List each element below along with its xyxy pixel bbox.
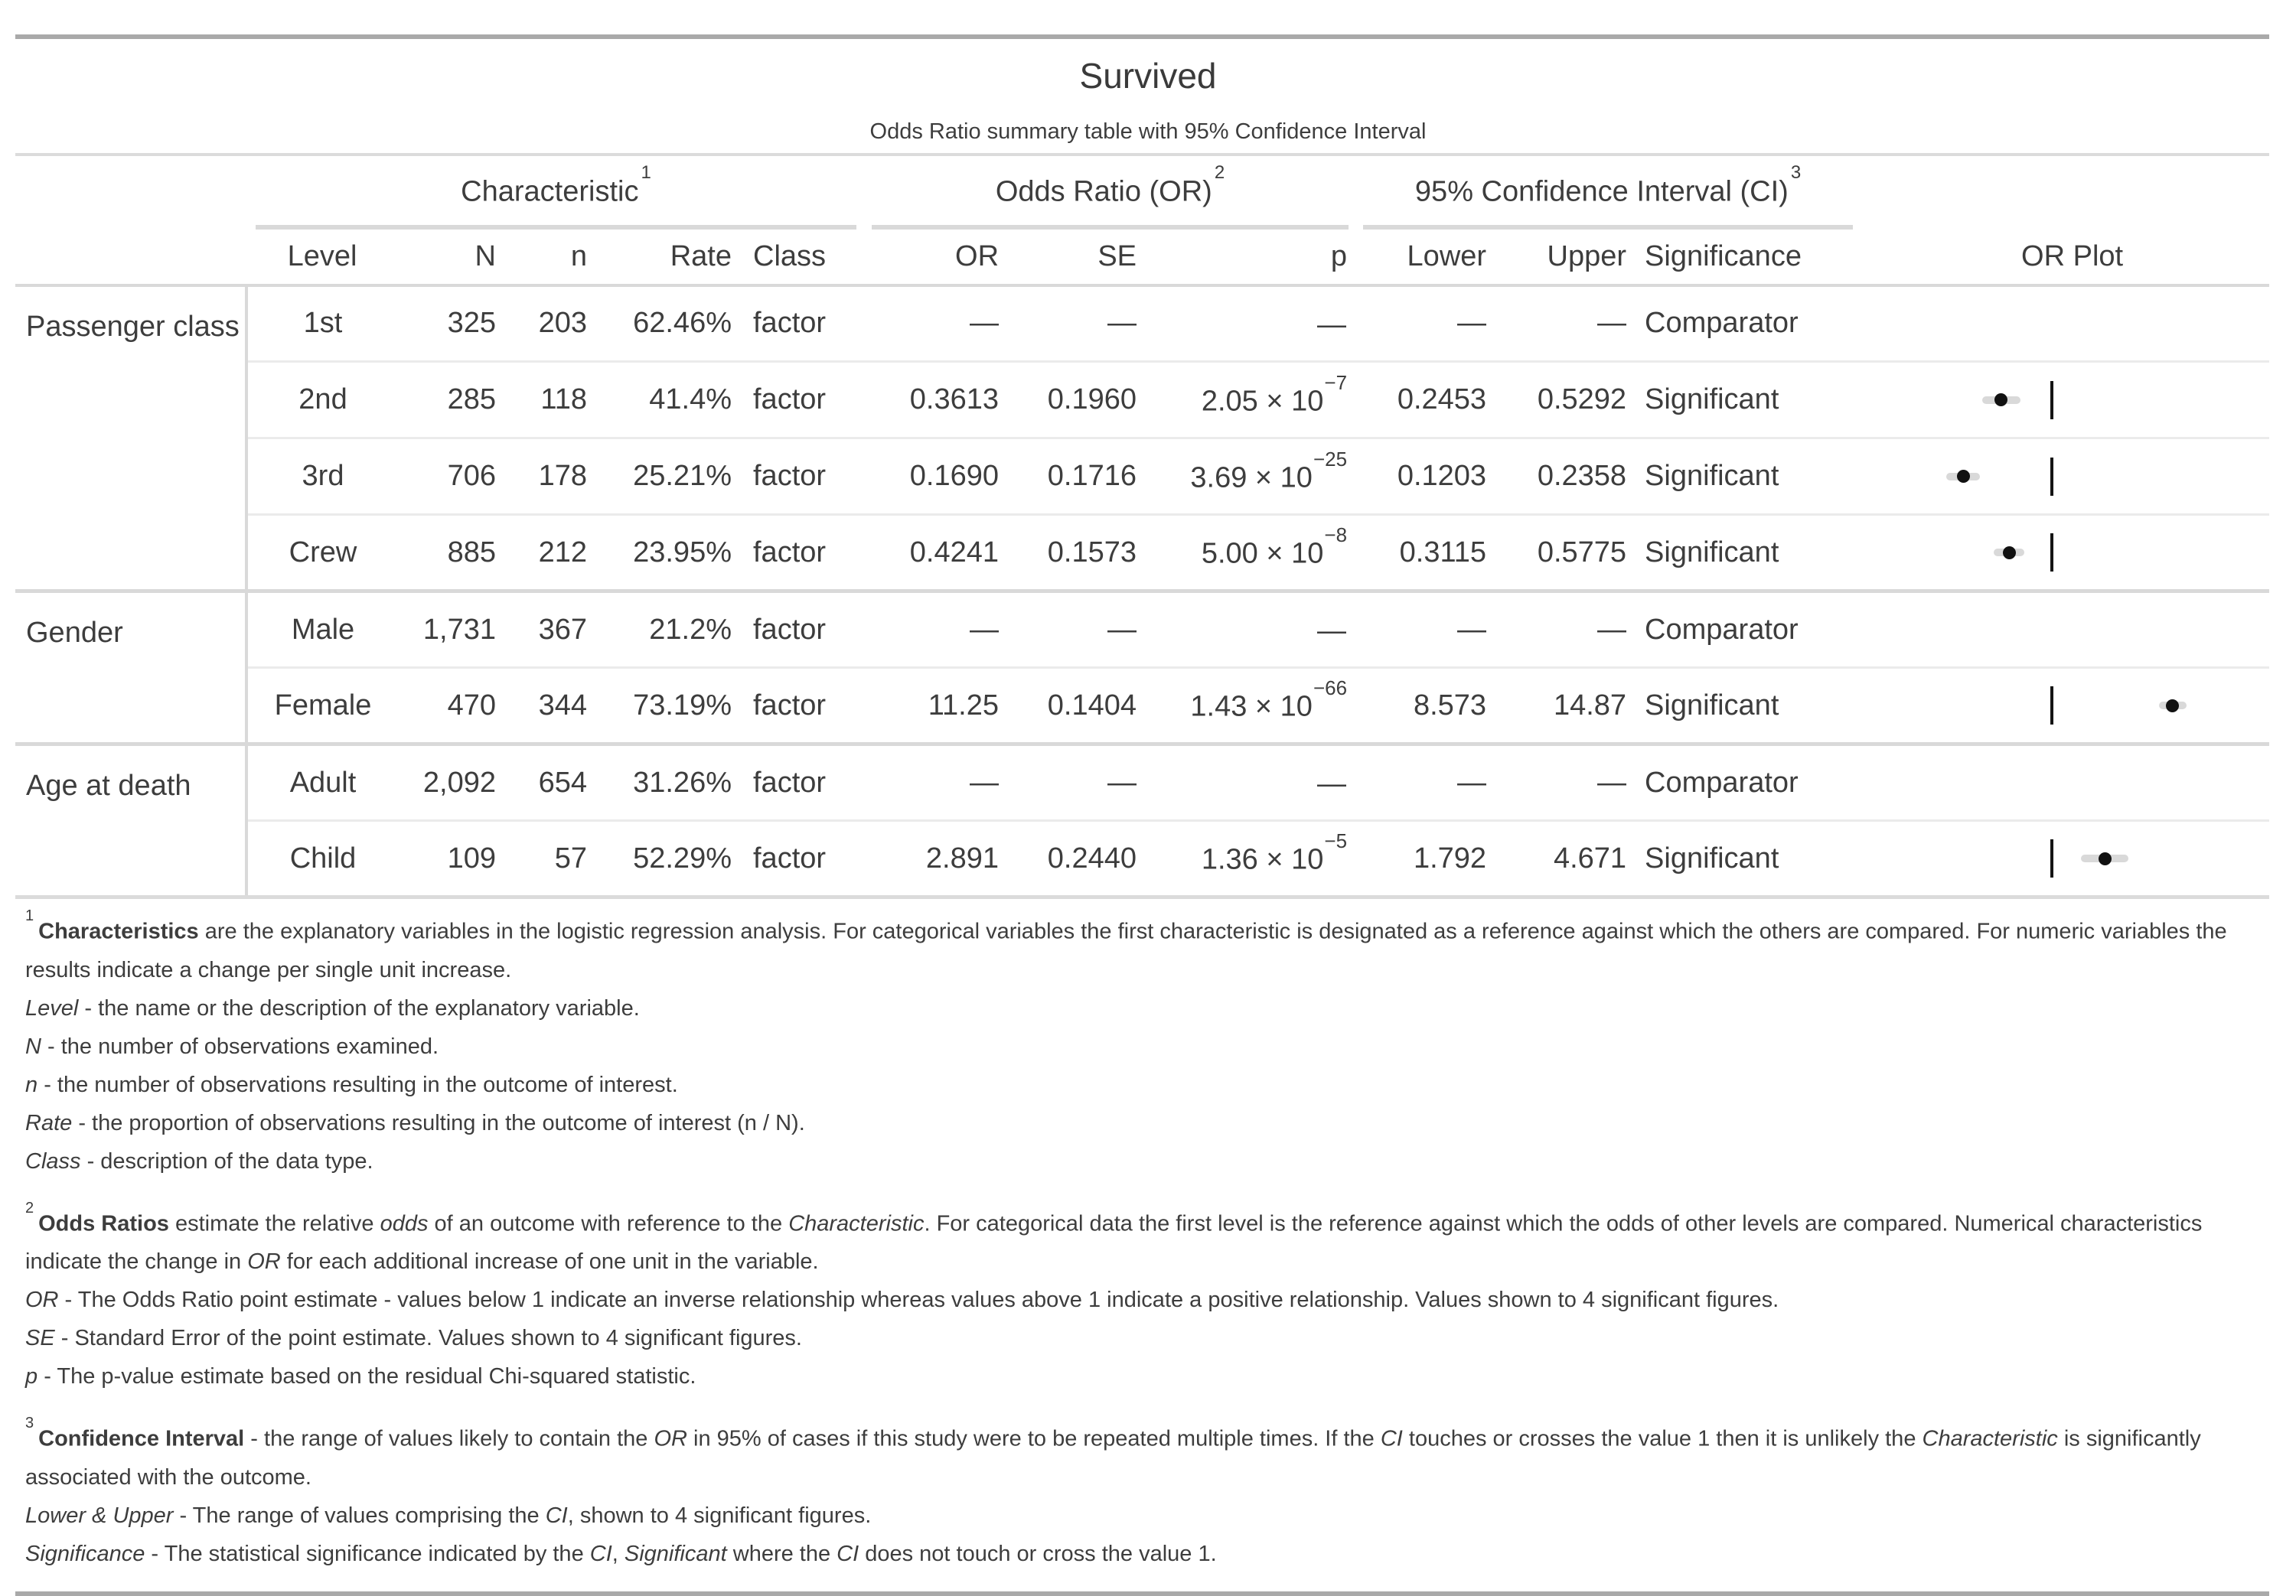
cell-upper: 0.5775 [1502,515,1642,591]
or-point-dot [2099,852,2112,865]
group-header-plot-spacer [1875,155,2269,230]
cell-level: Adult [246,744,398,821]
or-plot-cell [1875,515,2269,591]
footnotes [0,899,2296,1573]
group-header-confidence-interval [1362,155,1875,230]
cell-or: — [876,744,1014,821]
cell-rate: 62.46% [633,307,732,340]
cell-class: factor [750,668,876,744]
cell-level: 2nd [246,362,398,438]
reference-line [2050,686,2053,725]
p-value: 5.00 × 10 [1201,537,1324,570]
table-row [15,362,2269,438]
cell-N: 285 [398,362,505,438]
cell-rate: 73.19% [591,668,750,744]
cell-upper: — [1502,591,1642,668]
cell-rate: 25.21% [591,438,750,515]
table-row [15,285,2269,362]
or-plot-cell [1875,285,2269,362]
footnote-marker: 2 [25,1199,34,1217]
cell-se: — [1014,744,1152,821]
cell-level: 1st [303,307,343,340]
cell-upper: 0.5292 [1502,362,1642,438]
bottom-rule [15,1591,2269,1596]
cell-se: 0.1716 [1014,438,1152,515]
cell-significance: Comparator [1645,307,1799,340]
cell-n: 367 [505,591,591,668]
p-exponent: −5 [1324,829,1348,853]
group-header-spacer [15,155,246,230]
cell-p [1152,362,1362,438]
cell-n: 178 [505,438,591,515]
page-title: Survived [1079,56,1217,96]
or-plot-cell [1875,362,2269,438]
cell-rate: 23.95% [591,515,750,591]
column-header-lower: Lower [1362,230,1502,285]
cell-significance: Significant [1642,668,1875,744]
column-header-se: SE [1014,230,1152,285]
group-label-characteristic: Characteristic [461,175,639,208]
cell-significance: Significant [1642,515,1875,591]
cell-p [1152,285,1362,362]
cell-rate: 52.29% [591,821,750,897]
or-point-dot [1994,393,2007,406]
p-exponent: −7 [1324,370,1348,394]
table-row [15,591,2269,668]
footnote-lead: $^2$Odds Ratios estimate the relative odds of an outcome with reference to the Characteristic. For categorical data the first level is the reference against which the odds of other levels are compared. Numerical characteristics indicate the change in OR for each additional increase of one unit in the variable. [25,1199,2203,1275]
footnote-definition: Class - description of the data type. [25,1148,373,1174]
footnote-lead: $^3$Confidence Interval - the range of values likely to contain the OR in 95% of cases if this study were to be repeated multiple times. If the CI touches or crosses the value 1 then it is unlikely the Characteristic is significantly associated with the outcome. [25,1415,2201,1490]
odds-ratio-table [15,153,2269,899]
cell-N: 706 [398,438,505,515]
cell-class: factor [750,515,876,591]
cell-n: 118 [505,362,591,438]
cell-n: 654 [505,744,591,821]
cell-p [1152,438,1362,515]
column-header-n: n [505,230,591,285]
cell-lower: 0.1203 [1362,438,1502,515]
or-plot-cell [1875,591,2269,668]
footnote-block [25,1414,2269,1573]
cell-class: factor [750,591,876,668]
column-header-significance: Significance [1642,230,1875,285]
row-group-label-age-at-death: Age at death [15,744,246,897]
footnote-definition: Lower & Upper - The range of values comprising the CI, shown to 4 significant figures. [25,1503,872,1529]
footnote-ref-1: 1 [641,162,651,183]
column-header-class: Class [750,230,876,285]
p-value: 3.69 × 10 [1190,461,1313,494]
or-plot-cell [1875,438,2269,515]
or-plot-cell [1875,821,2269,897]
cell-level: Male [246,591,398,668]
footnote-block [25,1199,2269,1396]
cell-level: 3rd [246,438,398,515]
cell-lower: — [1457,307,1487,340]
footnote-block [25,907,2269,1181]
cell-class: factor [750,821,876,897]
footnote-definition: Significance - The statistical significance indicated by the CI, Significant where the CI does not touch or cross the value 1. [25,1542,1217,1567]
column-header-rate: Rate [591,230,750,285]
cell-significance: Significant [1642,821,1875,897]
cell-or: 0.3613 [876,362,1014,438]
cell-upper: 14.87 [1502,668,1642,744]
column-header-N: N [398,230,505,285]
cell-se: 0.2440 [1014,821,1152,897]
cell-significance: Significant [1642,362,1875,438]
cell-upper: 0.2358 [1502,438,1642,515]
column-header-p: p [1152,230,1362,285]
cell-upper: — [1502,744,1642,821]
footnote-ref-2: 2 [1214,162,1225,183]
group-header-characteristic [246,155,876,230]
cell-n: 203 [538,307,587,340]
table-row [15,668,2269,744]
cell-significance: Comparator [1642,744,1875,821]
cell-rate: 31.26% [591,744,750,821]
table-row [15,438,2269,515]
column-header-level: Level [246,230,398,285]
p-value: 2.05 × 10 [1201,385,1324,418]
cell-lower: 0.2453 [1362,362,1502,438]
cell-se: 0.1404 [1014,668,1152,744]
footnote-definition: p - The p-value estimate based on the residual Chi-squared statistic. [25,1364,696,1389]
cell-rate: 21.2% [591,591,750,668]
row-group-label-passenger-class: Passenger class [15,285,246,591]
reference-line [2050,381,2053,419]
cell-n: 212 [505,515,591,591]
cell-se: 0.1573 [1014,515,1152,591]
column-header-upper: Upper [1502,230,1642,285]
table-row [15,744,2269,821]
cell-significance: Comparator [1642,591,1875,668]
group-header-odds-ratio [876,155,1362,230]
footnote-definition: n - the number of observations resulting in the outcome of interest. [25,1072,678,1097]
cell-p [1152,821,1362,897]
row-group-label-gender: Gender [15,591,246,744]
top-rule [15,34,2269,39]
page-subtitle: Odds Ratio summary table with 95% Confidence Interval [869,119,1427,144]
cell-N: 109 [398,821,505,897]
or-point-dot [2003,546,2016,559]
footnote-lead: $^1$Characteristics are the explanatory variables in the logistic regression analysis. For categorical variables the first characteristic is designated as a reference against which the others are compared. For numeric variables the results indicate a change per single unit increase. [25,907,2227,982]
or-plot-cell [1875,744,2269,821]
p-value: — [1317,767,1347,800]
column-header-spacer [15,230,246,285]
cell-se: 0.1960 [1014,362,1152,438]
footnote-definition: N - the number of observations examined. [25,1034,439,1059]
footnote-definition: Rate - the proportion of observations resulting in the outcome of interest (n / N). [25,1110,805,1135]
or-point-dot [2166,699,2179,712]
reference-line [2050,458,2053,496]
or-plot-cell [1875,668,2269,744]
p-value: 1.43 × 10 [1190,690,1313,723]
cell-lower: 0.3115 [1362,515,1502,591]
table-row [15,515,2269,591]
cell-N: 1,731 [398,591,505,668]
cell-class: factor [750,362,876,438]
column-header-row [15,230,2269,285]
cell-upper: — [1597,307,1627,340]
top-spacer [0,0,2296,34]
footnote-marker: 3 [25,1415,34,1432]
cell-class: factor [753,307,827,340]
footnote-definition: OR - The Odds Ratio point estimate - values below 1 indicate an inverse relationship whereas values above 1 indicate a positive relationship. Values shown to 4 significant figures. [25,1288,1779,1313]
p-value: — [1317,308,1347,341]
cell-or: — [876,591,1014,668]
or-point-dot [1957,470,1970,483]
group-label-odds-ratio: Odds Ratio (OR) [995,175,1212,208]
footnote-definition: Level - the name or the description of the explanatory variable. [25,995,640,1021]
footnote-ref-3: 3 [1790,162,1802,183]
p-exponent: −8 [1324,523,1348,547]
cell-or: 11.25 [876,668,1014,744]
cell-n: 344 [505,668,591,744]
cell-or: — [970,307,1000,340]
cell-N: 2,092 [398,744,505,821]
cell-p [1152,668,1362,744]
cell-or: 0.4241 [876,515,1014,591]
cell-n: 57 [505,821,591,897]
group-header-row [15,155,2269,230]
cell-upper: 4.671 [1502,821,1642,897]
cell-class: factor [750,438,876,515]
footnote-definition: SE - Standard Error of the point estimate. Values shown to 4 significant figures. [25,1326,802,1351]
cell-N: 885 [398,515,505,591]
cell-lower: 1.792 [1362,821,1502,897]
cell-or: 0.1690 [876,438,1014,515]
cell-lower: — [1362,744,1502,821]
cell-level: Crew [246,515,398,591]
cell-p [1152,515,1362,591]
cell-lower: 8.573 [1362,668,1502,744]
cell-lower: — [1362,591,1502,668]
column-header-or-plot: OR Plot [1875,230,2269,285]
reference-line [2050,839,2053,878]
cell-se: — [1014,591,1152,668]
p-value: — [1317,614,1347,647]
cell-p [1152,744,1362,821]
reference-line [2050,533,2053,572]
group-label-confidence-interval: 95% Confidence Interval (CI) [1414,175,1789,208]
column-header-or: OR [876,230,1014,285]
footnote-marker: 1 [25,907,34,925]
p-exponent: −25 [1313,447,1348,471]
cell-level: Female [246,668,398,744]
cell-or: 2.891 [876,821,1014,897]
cell-significance: Significant [1642,438,1875,515]
table-row [15,821,2269,897]
cell-N: 470 [398,668,505,744]
p-value: 1.36 × 10 [1201,843,1324,876]
cell-N: 325 [447,307,496,340]
cell-se: — [1107,307,1137,340]
cell-p [1152,591,1362,668]
p-exponent: −66 [1313,676,1348,700]
cell-rate: 41.4% [591,362,750,438]
cell-level: Child [246,821,398,897]
cell-class: factor [750,744,876,821]
